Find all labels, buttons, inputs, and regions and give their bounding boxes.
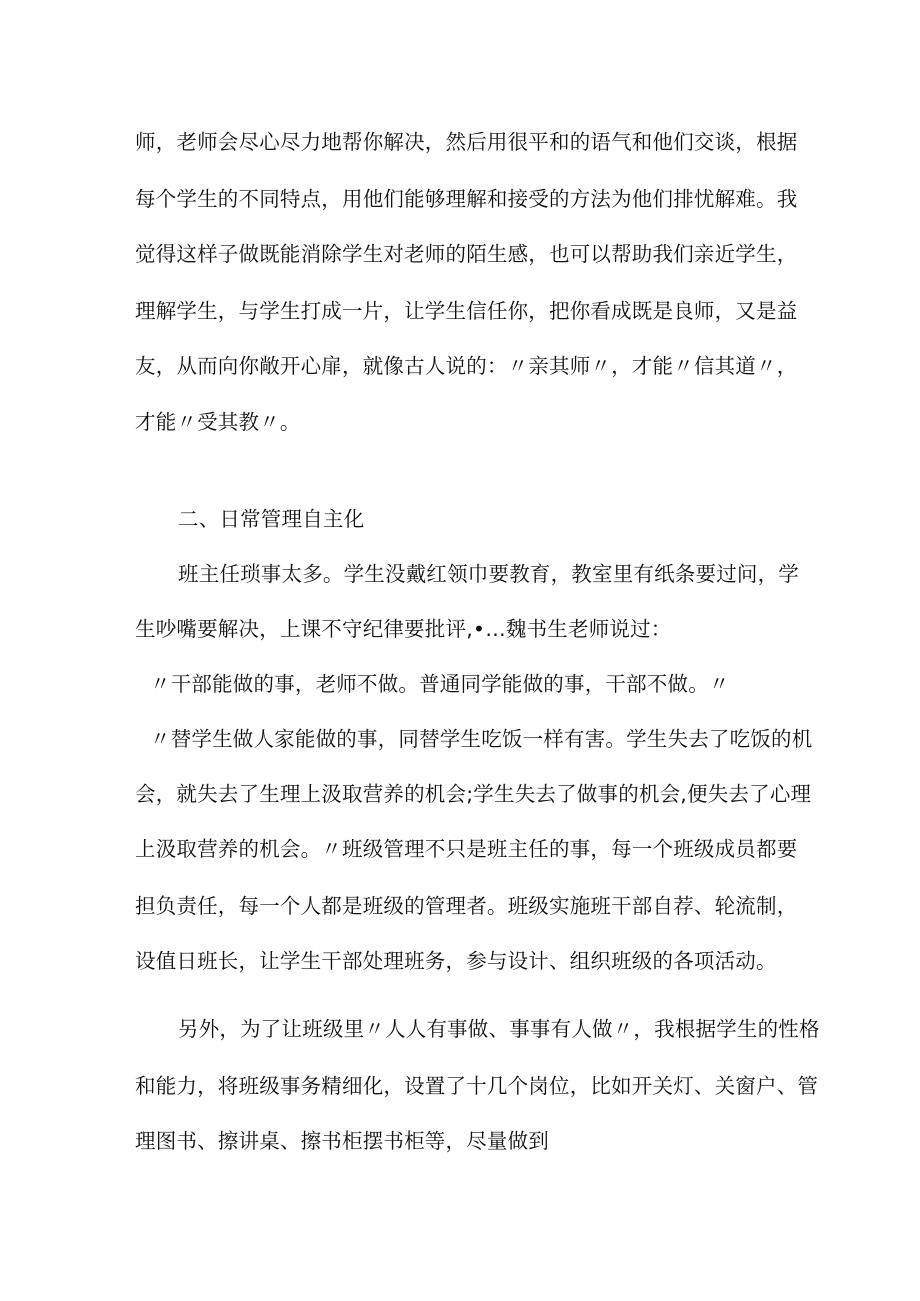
- paragraph-1-line-1: 师，老师会尽心尽力地帮你解决，然后用很平和的语气和他们交谈，根据: [135, 130, 798, 154]
- paragraph-3-line-2: 会，就失去了生理上汲取营养的机会;学生失去了做事的机会,便失去了心理: [135, 782, 812, 806]
- paragraph-4-line-3: 理图书、擦讲桌、擦书柜摆书柜等，尽量做到: [135, 1129, 549, 1153]
- quote-line-1: 〃干部能做的事，老师不做。普通同学能做的事，干部不做。〃: [150, 672, 730, 696]
- paragraph-3-line-5: 设值日班长，让学生干部处理班务，参与设计、组织班级的各项活动。: [135, 949, 777, 973]
- paragraph-1-line-6: 才能〃受其教〃。: [135, 410, 301, 434]
- paragraph-1-line-3: 觉得这样子做既能消除学生对老师的陌生感，也可以帮助我们亲近学生，: [135, 242, 798, 266]
- paragraph-3-line-1: 〃替学生做人家能做的事，同替学生吃饭一样有害。学生失去了吃饭的机: [150, 727, 813, 751]
- paragraph-1-line-4: 理解学生，与学生打成一片，让学生信任你，把你看成既是良师，又是益: [135, 299, 798, 323]
- paragraph-4-line-2: 和能力，将班级事务精细化，设置了十几个岗位，比如开关灯、关窗户、管: [135, 1074, 819, 1098]
- paragraph-1-line-5: 友，从而向你敞开心扉，就像古人说的：〃亲其师〃，才能〃信其道〃，: [135, 354, 798, 378]
- paragraph-3-line-3: 上汲取营养的机会。〃班级管理不只是班主任的事，每一个班级成员都要: [135, 837, 798, 861]
- section-heading-2: 二、日常管理自主化: [178, 507, 365, 531]
- paragraph-2-line-1: 班主任琐事太多。学生没戴红领巾要教育，教室里有纸条要过问，学: [178, 562, 799, 586]
- paragraph-2-line-2: 生吵嘴要解决，上课不守纪律要批评,•…魏书生老师说过：: [135, 617, 672, 641]
- paragraph-3-line-4: 担负责任，每一个人都是班级的管理者。班级实施班干部自荐、轮流制，: [135, 894, 798, 918]
- paragraph-4-line-1: 另外，为了让班级里〃人人有事做、事事有人做〃，我根据学生的性格: [178, 1017, 820, 1041]
- paragraph-1-line-2: 每个学生的不同特点，用他们能够理解和接受的方法为他们排忧解难。我: [135, 187, 798, 211]
